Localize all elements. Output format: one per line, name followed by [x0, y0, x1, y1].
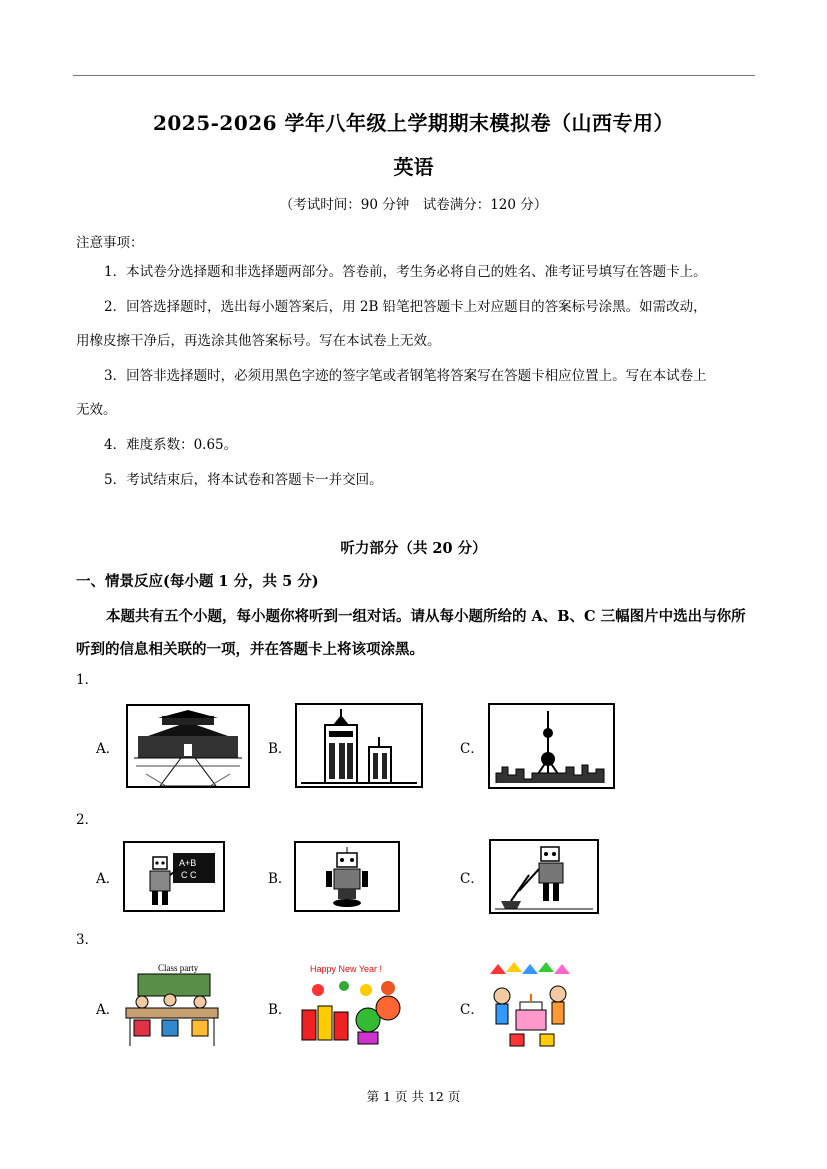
- question-number: 3．: [76, 932, 99, 948]
- svg-text:C C: C C: [181, 870, 197, 880]
- robot-sketch: [294, 841, 400, 912]
- part1-instruction: 本题共有五个小题，每小题你将听到一组对话。请从每小题所给的 A、B、C 三幅图片中选出与你所听到的信息相关联的一项，并在答题卡上将该项涂黑。: [76, 608, 746, 658]
- notes-heading: 注意事项：: [76, 235, 144, 251]
- class-party-caption: Class party: [158, 963, 199, 973]
- page-footer: 第 1 页 共 12 页: [366, 1089, 461, 1104]
- subject-title: 英语: [393, 155, 434, 179]
- note-1: 1．本试卷分选择题和非选择题两部分。答卷前，考生务必将自己的姓名、准考证号填写在答题卡上。: [104, 264, 707, 280]
- note-3: 3．回答非选择题时，必须用黑色字迹的签字笔或者钢笔将答案写在答题卡相应位置上。写在本试卷上: [104, 368, 707, 384]
- option-label: C．: [460, 871, 484, 887]
- listening-section-heading: 听力部分（共 20 分）: [340, 540, 487, 557]
- option-label: B．: [268, 741, 292, 757]
- header-rule: [73, 75, 755, 76]
- new-year-caption: Happy New Year !: [310, 964, 383, 974]
- part1-heading: 一、情景反应(每小题 1 分，共 5 分): [76, 573, 319, 590]
- option-label: A．: [96, 871, 120, 887]
- skyscraper-sketch: [295, 703, 423, 788]
- exam-title: 2025-2026 学年八年级上学期期末模拟卷（山西专用）: [152, 111, 675, 135]
- note-3-cont: 无效。: [76, 402, 117, 418]
- option-label: C．: [460, 741, 484, 757]
- birthday-party-cartoon: [484, 962, 576, 1050]
- tiananmen-sketch: [126, 704, 250, 788]
- option-label: B．: [268, 1002, 292, 1018]
- option-label: A．: [96, 1002, 120, 1018]
- note-2-cont: 用橡皮擦干净后，再选涂其他答案标号。写在本试卷上无效。: [76, 333, 441, 349]
- exam-info: （考试时间：90 分钟 试卷满分：120 分）: [279, 197, 548, 213]
- option-label: A．: [96, 741, 120, 757]
- class-party-cartoon: [120, 958, 224, 1050]
- tv-tower-skyline-sketch: [488, 703, 615, 789]
- new-year-cartoon: [296, 960, 408, 1050]
- option-label: C．: [460, 1002, 484, 1018]
- note-4: 4．难度系数：0.65。: [104, 437, 238, 453]
- note-2: 2．回答选择题时，选出每小题答案后，用 2B 铅笔把答题卡上对应题目的答案标号涂黑。如需改动，: [104, 299, 707, 315]
- question-number: 1．: [76, 672, 99, 688]
- question-number: 2．: [76, 812, 99, 828]
- robot-teaching-sketch: [123, 841, 225, 912]
- option-label: B．: [268, 871, 292, 887]
- note-5: 5．考试结束后，将本试卷和答题卡一并交回。: [104, 472, 383, 488]
- svg-text:A+B: A+B: [179, 858, 197, 868]
- robot-sweeping-sketch: [489, 839, 599, 914]
